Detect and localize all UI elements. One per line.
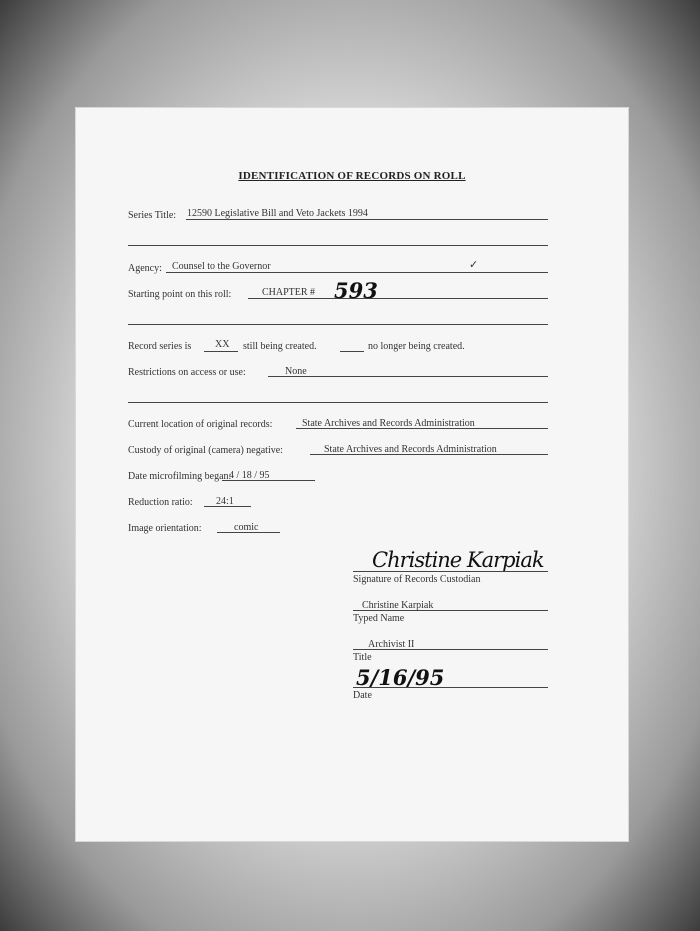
- date-value: 5/16/95: [356, 665, 445, 690]
- date-began-value: 4 / 18 / 95: [229, 470, 270, 481]
- date-began-label: Date microfilming began:: [128, 471, 232, 482]
- still-being-created-label: still being created.: [243, 341, 317, 352]
- no-longer-being-created-label: no longer being created.: [368, 341, 465, 352]
- record-series-label: Record series is: [128, 341, 192, 352]
- custody-value: State Archives and Records Administration: [324, 444, 497, 455]
- reduction-value: 24:1: [216, 496, 234, 507]
- record-series-mark: XX: [215, 339, 230, 350]
- custodian-signature-image: Christine Karpiak: [372, 548, 544, 572]
- starting-point-line: [248, 298, 548, 299]
- series-title-label: Series Title:: [128, 210, 177, 221]
- records-form-page: [76, 108, 628, 841]
- reduction-label: Reduction ratio:: [128, 497, 193, 508]
- check-mark-icon: ✓: [469, 259, 479, 271]
- custody-label: Custody of original (camera) negative:: [128, 445, 283, 456]
- restrictions-line: [268, 376, 548, 377]
- starting-point-label-text: Starting point on this roll:: [128, 289, 232, 300]
- form-title: IDENTIFICATION OF RECORDS ON ROLL: [238, 170, 466, 182]
- signature-line: [353, 571, 548, 572]
- agency-value: Counsel to the Governor: [172, 261, 271, 272]
- orientation-label: Image orientation:: [128, 523, 202, 534]
- orientation-value: comic: [234, 522, 259, 533]
- starting-point-number: 593: [334, 278, 378, 303]
- date-label: Date: [353, 690, 372, 701]
- series-title-value: 12590 Legislative Bill and Veto Jackets 1994: [187, 208, 368, 219]
- series-title-line: [186, 219, 548, 220]
- location-label: Current location of original records:: [128, 419, 273, 430]
- starting-point-line-2: [128, 324, 548, 325]
- starting-point-value: CHAPTER #: [262, 287, 316, 298]
- record-series-still-line: [204, 351, 238, 352]
- title-value: Archivist II: [368, 639, 415, 650]
- date-line: [353, 687, 548, 688]
- restrictions-label: Restrictions on access or use:: [128, 367, 246, 378]
- location-value: State Archives and Records Administration: [302, 418, 475, 429]
- typed-name-label: Typed Name: [353, 613, 405, 624]
- typed-name-value: Christine Karpiak: [362, 600, 434, 611]
- series-title-line-2: [128, 245, 548, 246]
- restrictions-value: None: [285, 366, 307, 377]
- no-longer-line: [340, 351, 364, 352]
- agency-line: [166, 272, 548, 273]
- agency-label: Agency:: [128, 263, 162, 274]
- title-label: Title: [353, 652, 372, 663]
- signature-label: Signature of Records Custodian: [353, 574, 481, 585]
- restrictions-line-2: [128, 402, 548, 403]
